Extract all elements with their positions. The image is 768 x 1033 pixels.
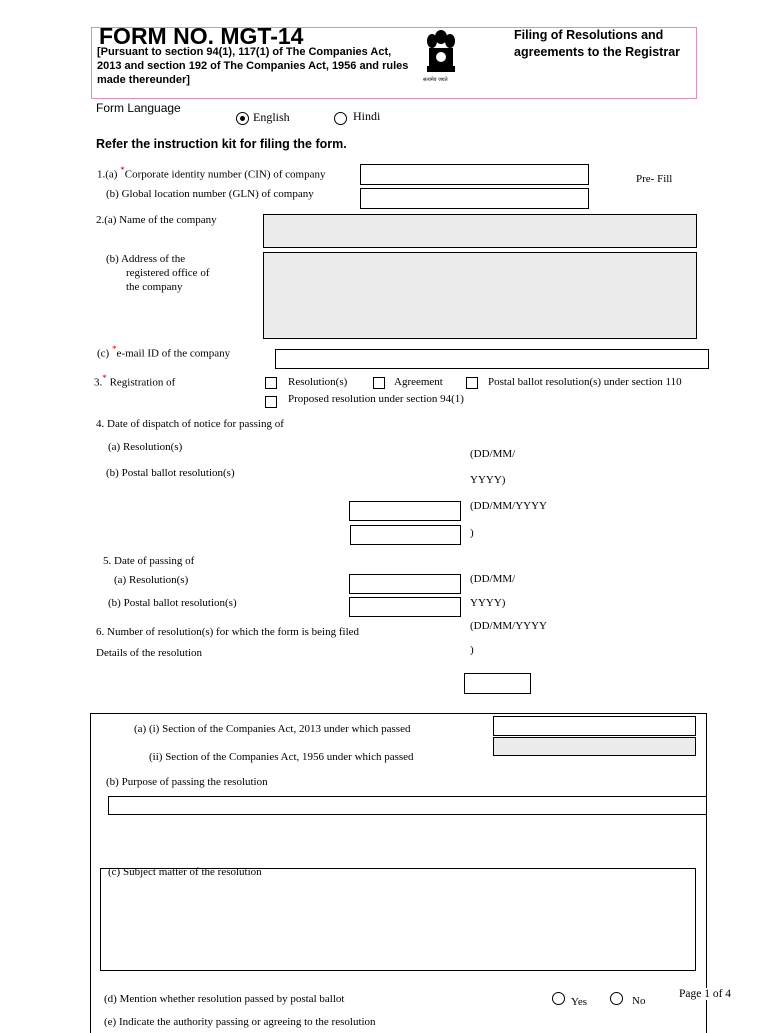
postal-ballot-yes-radio[interactable]: [552, 992, 565, 1005]
passing-resolution-date-input[interactable]: [349, 574, 461, 594]
q6-label: 6. Number of resolution(s) for which the form is being filed: [96, 626, 360, 638]
required-asterisk: *: [111, 344, 117, 354]
emblem-caption: सत्यमेव जयते: [423, 77, 448, 83]
prefill-button[interactable]: Pre- Fill: [636, 173, 673, 182]
section-1956-label: (ii) Section of the Companies Act, 1956 under which passed: [149, 751, 414, 763]
dispatch-postal-ballot-date-input[interactable]: [350, 525, 461, 545]
postal-ballot-checkbox[interactable]: [466, 377, 478, 389]
q2a-label: 2.(a) Name of the company: [96, 214, 217, 226]
q2b-label: (b) Address of the registered office of the company: [106, 253, 210, 293]
required-asterisk: *: [120, 165, 125, 175]
q1b-label: (b) Global location number (GLN) of company: [106, 188, 314, 200]
q5a-label: (a) Resolution(s): [114, 574, 189, 586]
q1a-label: 1.(a) *Corporate identity number (CIN) of company: [97, 165, 326, 181]
q4-label: 4. Date of dispatch of notice for passing of: [96, 418, 284, 430]
purpose-input[interactable]: [108, 796, 707, 815]
section-1956-field[interactable]: [493, 737, 696, 756]
resolution-option-label: Resolution(s): [288, 376, 348, 388]
postal-ballot-question: (d) Mention whether resolution passed by postal ballot: [104, 993, 345, 1005]
date-format-hint: (DD/MM/YYYY: [470, 620, 547, 632]
pursuant-text: [Pursuant to section 94(1), 117(1) of The Companies Act, 2013 and section 192 of The Companies Act, 1956 and rules made thereunder]: [97, 46, 409, 86]
form-title: Filing of Resolutions and agreements to the Registrar: [514, 28, 681, 59]
date-format-hint: (DD/MM/: [470, 573, 516, 585]
q5b-label: (b) Postal ballot resolution(s): [108, 597, 237, 609]
form-number: FORM NO. MGT-14: [99, 23, 304, 49]
language-hindi-radio[interactable]: [334, 112, 347, 125]
language-english-radio[interactable]: [236, 112, 249, 125]
date-format-hint: (DD/MM/YYYY: [470, 500, 547, 512]
no-label: No: [632, 995, 646, 1007]
proposed-resolution-option-label: Proposed resolution under section 94(1): [288, 393, 464, 405]
section-2013-input[interactable]: [493, 716, 696, 736]
authority-question: (e) Indicate the authority passing or agreeing to the resolution: [104, 1016, 376, 1028]
date-format-hint: YYYY): [470, 597, 506, 609]
date-format-hint: (DD/MM/: [470, 448, 516, 460]
section-2013-label: (a) (i) Section of the Companies Act, 2013 under which passed: [134, 723, 411, 735]
purpose-label: (b) Purpose of passing the resolution: [106, 776, 268, 788]
postal-ballot-no-radio[interactable]: [610, 992, 623, 1005]
language-hindi-label: Hindi: [353, 109, 381, 123]
form-language-label: Form Language: [96, 101, 181, 115]
address-field[interactable]: [263, 252, 697, 339]
subject-matter-label: (c) Subject matter of the resolution: [108, 866, 262, 878]
cin-input[interactable]: [360, 164, 589, 185]
date-format-hint: ): [470, 527, 474, 539]
subject-matter-field[interactable]: [100, 868, 696, 971]
date-format-hint: YYYY): [470, 474, 506, 486]
q2c-label: (c) *e-mail ID of the company: [97, 344, 231, 360]
email-field[interactable]: [275, 349, 709, 369]
date-format-hint: ): [470, 644, 474, 656]
emblem-icon: [423, 28, 459, 86]
q4a-label: (a) Resolution(s): [108, 441, 183, 453]
resolution-count-input[interactable]: [464, 673, 531, 694]
q3-label: 3.* Registration of: [94, 373, 176, 389]
page-number: Page 1 of 4: [679, 988, 732, 1000]
q5-label: 5. Date of passing of: [103, 555, 195, 567]
postal-ballot-option-label: Postal ballot resolution(s) under section 110: [488, 376, 682, 388]
resolution-checkbox[interactable]: [265, 377, 277, 389]
passing-postal-ballot-date-input[interactable]: [349, 597, 461, 617]
q4b-label: (b) Postal ballot resolution(s): [106, 467, 235, 479]
agreement-checkbox[interactable]: [373, 377, 385, 389]
required-asterisk: *: [102, 373, 107, 383]
details-heading: Details of the resolution: [96, 647, 203, 659]
yes-label: Yes: [571, 996, 588, 1008]
instruction-text: Refer the instruction kit for filing the form.: [96, 137, 347, 151]
dispatch-resolution-date-input[interactable]: [349, 501, 461, 521]
company-name-field[interactable]: [263, 214, 697, 248]
proposed-resolution-checkbox[interactable]: [265, 396, 277, 408]
agreement-option-label: Agreement: [394, 376, 443, 388]
language-english-label: English: [253, 110, 290, 124]
gln-input[interactable]: [360, 188, 589, 209]
